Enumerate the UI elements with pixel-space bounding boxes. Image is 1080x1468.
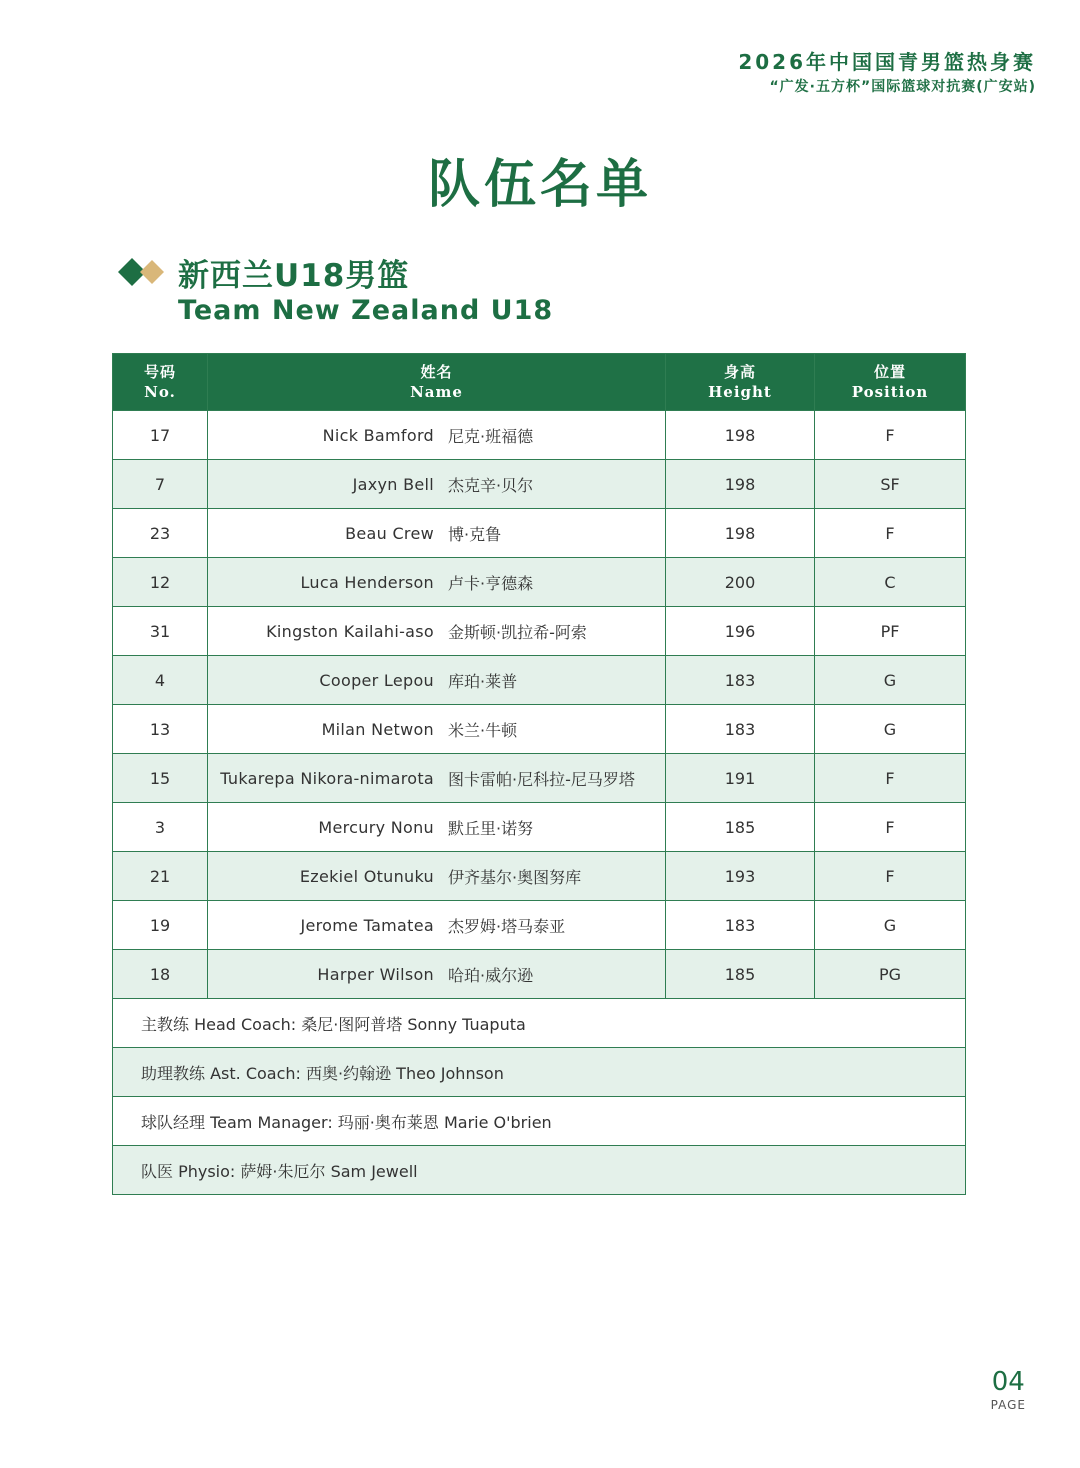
player-position: PF <box>815 607 966 656</box>
player-name-en: Nick Bamford <box>322 425 434 445</box>
player-name-cn: 图卡雷帕·尼科拉-尼马罗塔 <box>448 769 635 789</box>
player-name <box>208 901 666 950</box>
table-row <box>113 411 966 460</box>
page-number-value: 04 <box>991 1367 1025 1397</box>
player-name-cn: 默丘里·诺努 <box>448 818 534 838</box>
player-height: 183 <box>666 705 815 754</box>
player-number: 19 <box>113 901 208 950</box>
player-name-en: Ezekiel Otunuku <box>299 866 434 886</box>
player-position: G <box>815 656 966 705</box>
player-position: G <box>815 901 966 950</box>
player-name <box>208 656 666 705</box>
player-number: 31 <box>113 607 208 656</box>
header-position <box>815 354 966 411</box>
table-row <box>113 460 966 509</box>
staff-row-assistant-coach <box>113 1048 966 1097</box>
header-number-en: No. <box>144 383 176 401</box>
player-height: 183 <box>666 656 815 705</box>
player-height: 200 <box>666 558 815 607</box>
player-height: 183 <box>666 901 815 950</box>
table-row <box>113 852 966 901</box>
player-name <box>208 754 666 803</box>
player-height: 198 <box>666 460 815 509</box>
player-name <box>208 950 666 999</box>
player-name-cn: 尼克·班福德 <box>448 426 534 446</box>
player-height: 185 <box>666 950 815 999</box>
player-name-en: Milan Netwon <box>321 719 434 739</box>
player-name <box>208 558 666 607</box>
header-name-en: Name <box>410 383 463 401</box>
player-name <box>208 411 666 460</box>
header-position-en: Position <box>851 383 929 401</box>
player-name-en: Harper Wilson <box>317 964 434 984</box>
event-title: 2026年中国国青男篮热身赛 <box>738 50 1036 74</box>
player-number: 7 <box>113 460 208 509</box>
table-row <box>113 754 966 803</box>
player-position: F <box>815 509 966 558</box>
table-header-row <box>113 354 966 411</box>
player-name-cn: 杰罗姆·塔马泰亚 <box>448 916 566 936</box>
player-number: 17 <box>113 411 208 460</box>
event-header <box>738 48 1036 98</box>
staff-row-team-manager <box>113 1097 966 1146</box>
player-name <box>208 705 666 754</box>
player-number: 3 <box>113 803 208 852</box>
player-name-en: Cooper Lepou <box>319 670 434 690</box>
header-name <box>208 354 666 411</box>
player-name <box>208 509 666 558</box>
table-row <box>113 705 966 754</box>
player-name <box>208 852 666 901</box>
player-name <box>208 803 666 852</box>
player-name-en: Luca Henderson <box>300 572 434 592</box>
header-height-cn: 身高 <box>723 363 756 381</box>
header-height <box>666 354 815 411</box>
staff-assistant-coach: 助理教练 Ast. Coach: 西奥·约翰逊 Theo Johnson <box>113 1048 966 1097</box>
player-number: 12 <box>113 558 208 607</box>
player-position: F <box>815 411 966 460</box>
table-row <box>113 607 966 656</box>
player-position: G <box>815 705 966 754</box>
player-number: 21 <box>113 852 208 901</box>
page-label: PAGE <box>990 1398 1026 1412</box>
table-row <box>113 558 966 607</box>
player-name-en: Mercury Nonu <box>318 817 434 837</box>
player-position: F <box>815 803 966 852</box>
player-position: SF <box>815 460 966 509</box>
player-name <box>208 460 666 509</box>
player-name-cn: 卢卡·亨德森 <box>448 573 534 593</box>
table-row <box>113 901 966 950</box>
player-number: 15 <box>113 754 208 803</box>
staff-row-physio <box>113 1146 966 1195</box>
player-position: C <box>815 558 966 607</box>
player-name-cn: 米兰·牛顿 <box>448 720 518 740</box>
staff-row-head-coach <box>113 999 966 1048</box>
table-row <box>113 656 966 705</box>
staff-physio: 队医 Physio: 萨姆·朱厄尔 Sam Jewell <box>113 1146 966 1195</box>
player-name-cn: 哈珀·威尔逊 <box>448 965 534 985</box>
player-name-cn: 金斯顿·凯拉希-阿索 <box>448 622 587 642</box>
player-number: 4 <box>113 656 208 705</box>
header-number <box>113 354 208 411</box>
player-name-cn: 库珀·莱普 <box>448 671 518 691</box>
player-name-cn: 杰克辛·贝尔 <box>448 475 534 495</box>
player-name <box>208 607 666 656</box>
table-row <box>113 803 966 852</box>
player-position: PG <box>815 950 966 999</box>
player-name-en: Tukarepa Nikora-nimarota <box>220 768 434 788</box>
player-name-cn: 伊齐基尔·奥图努库 <box>448 867 582 887</box>
player-number: 13 <box>113 705 208 754</box>
player-height: 198 <box>666 411 815 460</box>
page-title: 队伍名单 <box>427 155 652 215</box>
player-height: 196 <box>666 607 815 656</box>
table-row <box>113 950 966 999</box>
roster-table <box>112 353 966 1195</box>
header-height-en: Height <box>708 383 772 401</box>
player-height: 193 <box>666 852 815 901</box>
player-name-en: Kingston Kailahi-aso <box>266 621 434 641</box>
player-name-en: Jaxyn Bell <box>352 474 434 494</box>
page-number <box>991 1366 1026 1412</box>
header-name-cn: 姓名 <box>420 363 453 381</box>
team-name-en: Team New Zealand U18 <box>178 295 554 326</box>
staff-head-coach: 主教练 Head Coach: 桑尼·图阿普塔 Sonny Tuaputa <box>113 999 966 1048</box>
player-name-en: Beau Crew <box>345 523 434 543</box>
header-number-cn: 号码 <box>143 363 176 381</box>
header-position-cn: 位置 <box>873 363 906 381</box>
player-name-cn: 博·克鲁 <box>448 524 502 544</box>
player-position: F <box>815 852 966 901</box>
team-name-cn: 新西兰U18男篮 <box>178 258 410 294</box>
player-name-en: Jerome Tamatea <box>300 915 434 935</box>
player-position: F <box>815 754 966 803</box>
player-height: 191 <box>666 754 815 803</box>
diamond-icon <box>116 256 172 288</box>
player-height: 185 <box>666 803 815 852</box>
player-number: 23 <box>113 509 208 558</box>
table-row <box>113 509 966 558</box>
player-height: 198 <box>666 509 815 558</box>
player-number: 18 <box>113 950 208 999</box>
event-subtitle: “广发·五方杯”国际篮球对抗赛(广安站) <box>769 79 1036 95</box>
staff-team-manager: 球队经理 Team Manager: 玛丽·奥布莱恩 Marie O'brien <box>113 1097 966 1146</box>
